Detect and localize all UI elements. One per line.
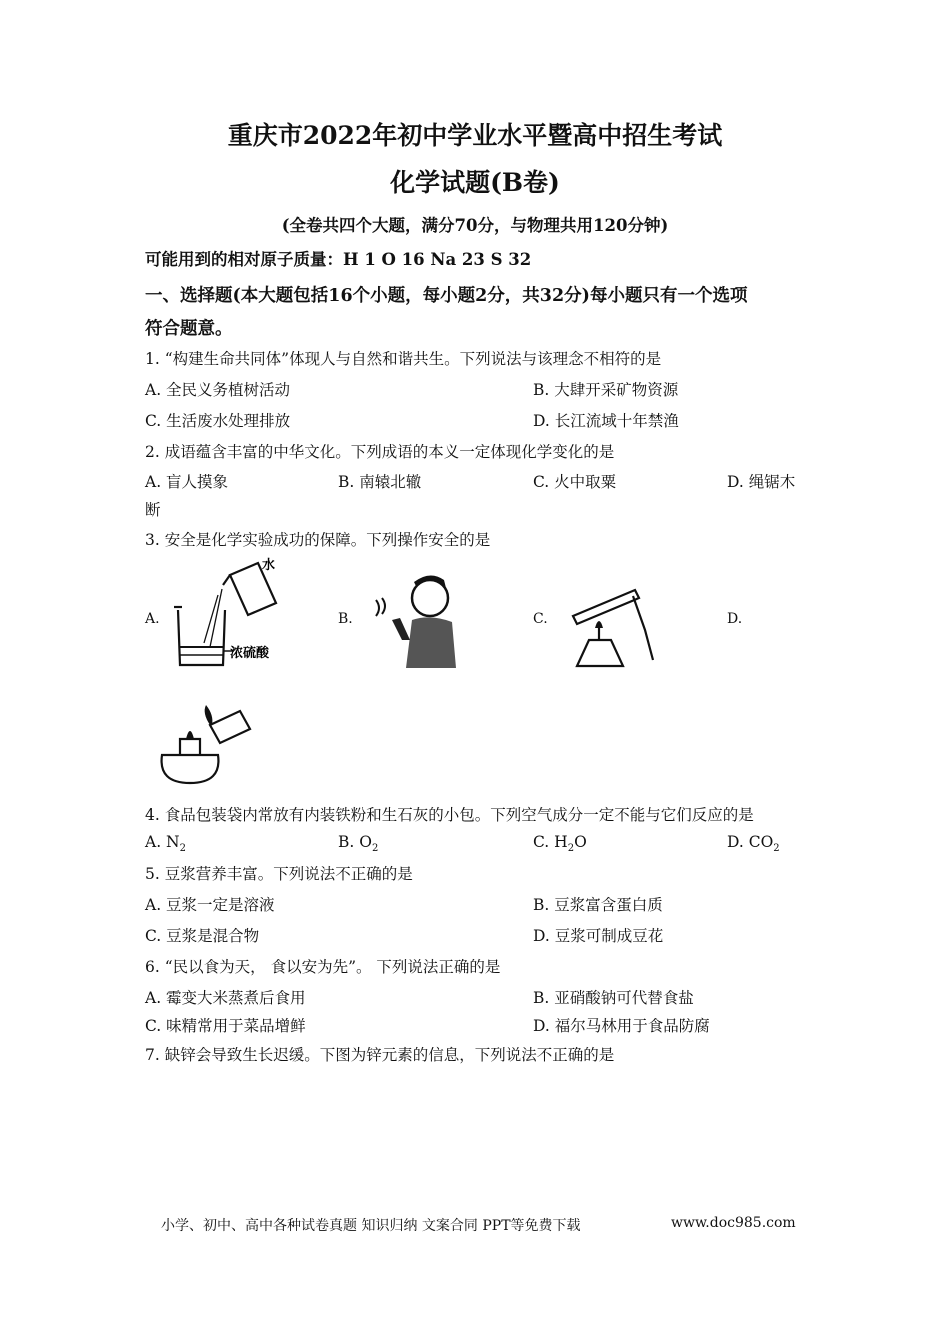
q4-option-c: C. $H_2O$ <box>533 833 587 855</box>
label-concentrated-acid: 浓硫酸 <box>230 646 270 661</box>
footer-link[interactable]: www.doc985.com <box>671 1215 796 1231</box>
q3-option-a: A. <box>145 611 160 627</box>
q5-option-c: C. 豆浆是混合物 <box>145 927 260 945</box>
q4-option-b: B. $O_2$ <box>338 833 379 855</box>
question-6-stem: 6. “民以食为天， 食以安为先”。 下列说法正确的是 <box>145 958 501 976</box>
heating-tube-figure <box>565 570 675 680</box>
q4-option-d: D. $CO_2$ <box>727 833 780 855</box>
q2-option-c: C. 火中取粟 <box>533 473 617 491</box>
label-water: 水 <box>262 558 276 573</box>
page-title: 重庆市2022年初中学业水平暨高中招生考试 <box>227 121 723 150</box>
q1-option-a: A. 全民义务植树活动 <box>145 381 291 399</box>
section-heading: 一、选择题(本大题包括16个小题，每小题2分，共32分)每小题只有一个选项 <box>145 286 748 306</box>
question-7-stem: 7. 缺锌会导致生长迟缓。下图为锌元素的信息，下列说法不正确的是 <box>145 1046 615 1064</box>
q3-option-b: B. <box>338 611 353 627</box>
section-heading-cont: 符合题意。 <box>145 319 233 339</box>
q2-option-b: B. 南辕北辙 <box>338 473 422 491</box>
q5-option-a: A. 豆浆一定是溶液 <box>145 896 275 914</box>
dilution-figure <box>168 555 298 675</box>
q3-option-c: C. <box>533 611 548 627</box>
question-2-stem: 2. 成语蕴含丰富的中华文化。下列成语的本义一定体现化学变化的是 <box>145 443 615 461</box>
q3-option-d: D. <box>727 611 743 627</box>
q2-option-a: A. 盲人摸象 <box>145 473 229 491</box>
q6-option-a: A. 霉变大米蒸煮后食用 <box>145 989 306 1007</box>
lamp-ignition-figure <box>150 695 260 790</box>
q4-option-a: A. $N_2$ <box>145 833 186 855</box>
q1-option-d: D. 长江流域十年禁渔 <box>533 412 679 430</box>
q1-option-b: B. 大肆开采矿物资源 <box>533 381 679 399</box>
page-subtitle: 化学试题(B卷) <box>390 168 560 197</box>
footer-text: 小学、初中、高中各种试卷真题 知识归纳 文案合同 PPT等免费下载 <box>161 1218 581 1234</box>
exam-note: (全卷共四个大题，满分70分，与物理共用120分钟) <box>281 216 669 235</box>
q2-option-d-wrap: 断 <box>145 501 161 519</box>
q6-option-d: D. 福尔马林用于食品防腐 <box>533 1017 710 1035</box>
question-3-stem: 3. 安全是化学实验成功的保障。下列操作安全的是 <box>145 531 491 549</box>
smelling-figure <box>372 570 472 670</box>
q5-option-b: B. 豆浆富含蛋白质 <box>533 896 663 914</box>
question-4-stem: 4. 食品包装袋内常放有内装铁粉和生石灰的小包。下列空气成分一定不能与它们反应的是 <box>145 806 754 824</box>
q6-option-b: B. 亚硝酸钠可代替食盐 <box>533 989 694 1007</box>
question-1-stem: 1. “构建生命共同体”体现人与自然和谐共生。下列说法与该理念不相符的是 <box>145 350 662 368</box>
atomic-mass-line: 可能用到的相对原子质量：H 1 O 16 Na 23 S 32 <box>145 250 532 269</box>
q2-option-d: D. 绳锯木 <box>727 473 796 491</box>
q6-option-c: C. 味精常用于菜品增鲜 <box>145 1017 306 1035</box>
q5-option-d: D. 豆浆可制成豆花 <box>533 927 664 945</box>
q1-option-c: C. 生活废水处理排放 <box>145 412 291 430</box>
question-5-stem: 5. 豆浆营养丰富。下列说法不正确的是 <box>145 865 413 883</box>
